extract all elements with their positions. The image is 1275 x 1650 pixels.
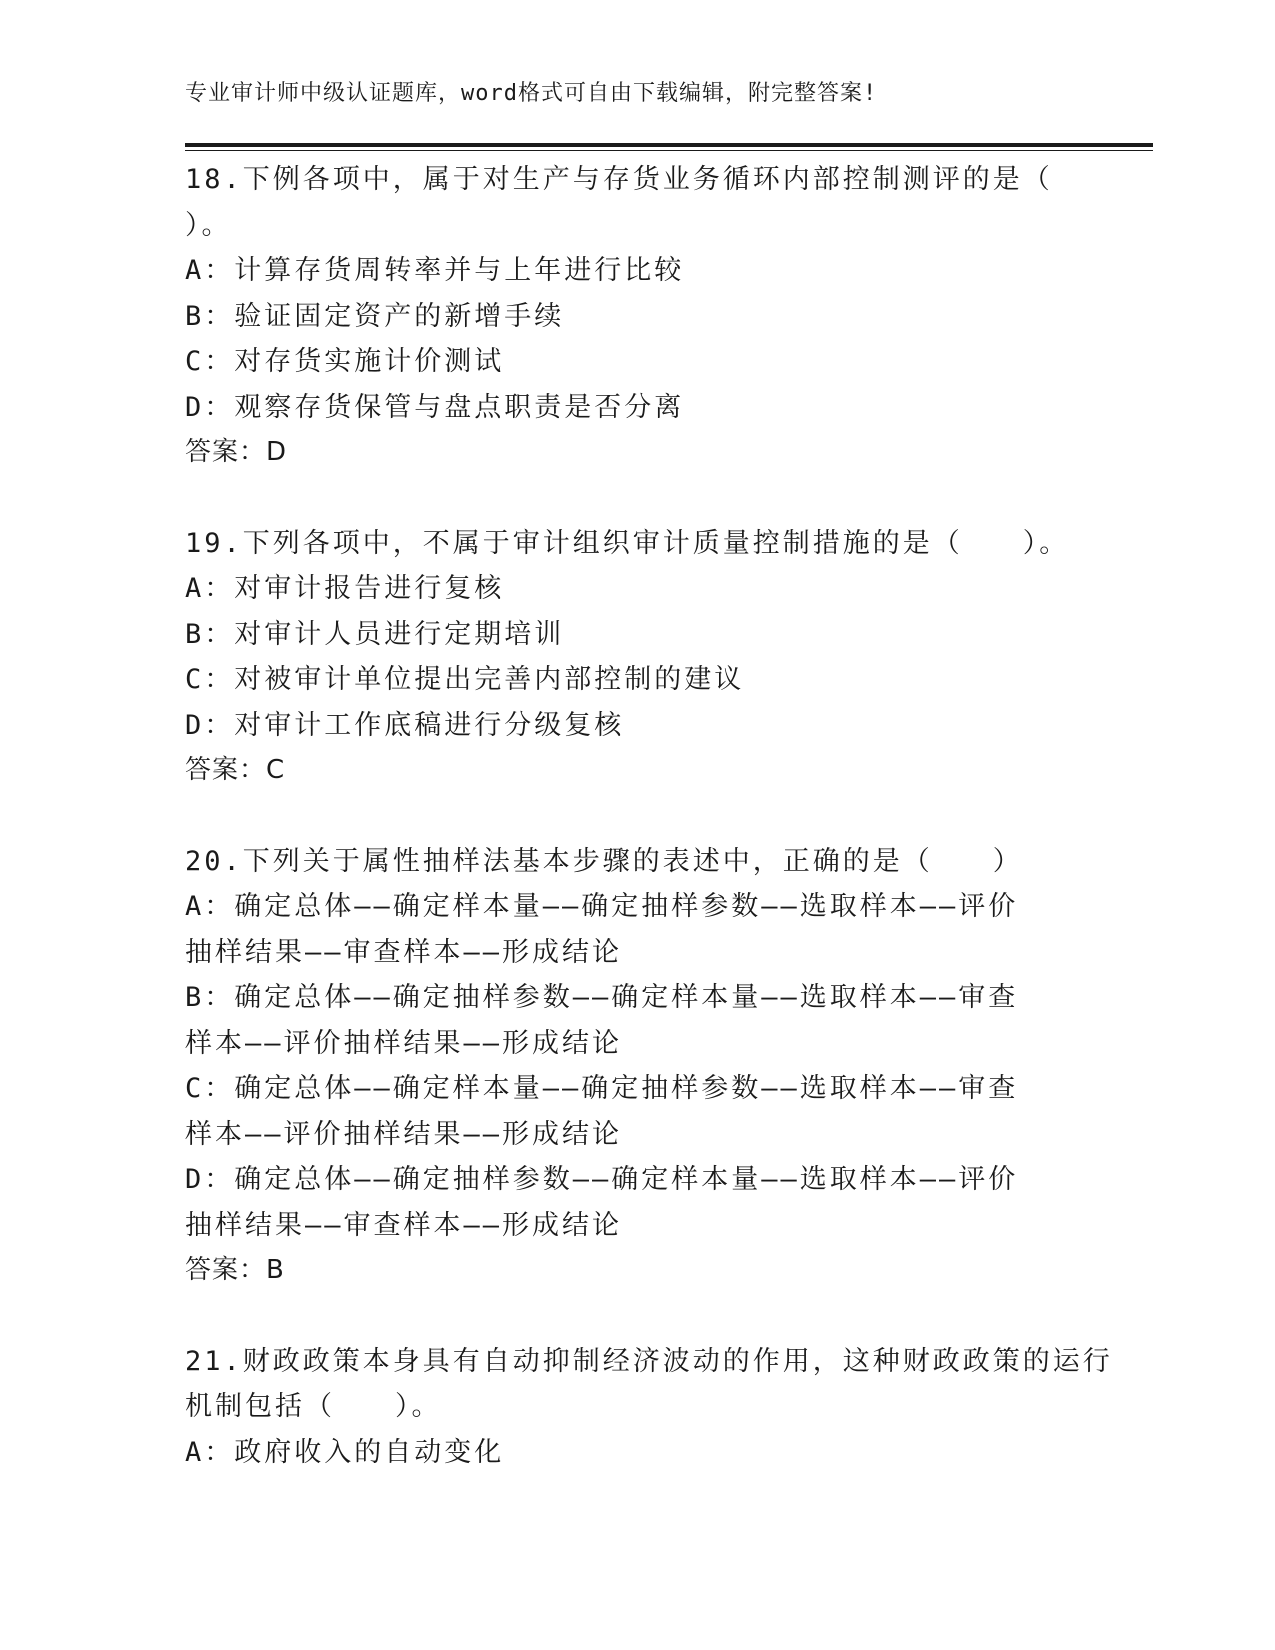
question-stem-line: 18.下例各项中，属于对生产与存货业务循环内部控制测评的是（ <box>185 164 1053 195</box>
question-spacer <box>185 794 1085 839</box>
option-c: C：对被审计单位提出完善内部控制的建议 <box>185 664 745 695</box>
question-stem-line: 20.下列关于属性抽样法基本步骤的表述中，正确的是（ ） <box>185 845 1023 877</box>
header-rule-thin <box>185 150 1153 151</box>
option-a-continued: 抽样结果——审查样本——形成结论 <box>185 936 623 968</box>
option-d: D：观察存货保管与盘点职责是否分离 <box>185 391 685 423</box>
option-a: A：政府收入的自动变化 <box>185 1436 505 1468</box>
question-stem-line: ）。 <box>185 209 232 241</box>
header-rule-thick <box>185 143 1153 147</box>
option-a: A：对审计报告进行复核 <box>185 573 505 604</box>
question-stem-line: 机制包括（ ）。 <box>185 1391 442 1422</box>
option-c-continued: 样本——评价抽样结果——形成结论 <box>185 1118 623 1150</box>
option-a: A：计算存货周转率并与上年进行比较 <box>185 255 685 286</box>
answer: 答案：B <box>185 1255 285 1285</box>
option-d-continued: 抽样结果——审查样本——形成结论 <box>185 1209 623 1241</box>
page-header: 专业审计师中级认证题库，word格式可自由下载编辑，附完整答案! <box>185 81 878 106</box>
question-18 <box>185 157 1085 476</box>
question-list <box>185 157 1113 1475</box>
question-19 <box>185 521 1085 794</box>
option-b: B：验证固定资产的新增手续 <box>185 300 565 332</box>
option-b-continued: 样本——评价抽样结果——形成结论 <box>185 1027 623 1059</box>
question-spacer <box>185 476 1085 521</box>
option-a: A：确定总体——确定样本量——确定抽样参数——选取样本——评价 <box>185 891 1019 922</box>
question-20 <box>185 839 1085 1294</box>
answer: 答案：D <box>185 437 288 467</box>
answer: 答案：C <box>185 755 286 785</box>
option-b: B：确定总体——确定抽样参数——确定样本量——选取样本——审查 <box>185 982 1019 1013</box>
option-d: D：确定总体——确定抽样参数——确定样本量——选取样本——评价 <box>185 1164 1019 1195</box>
question-stem-line: 19.下列各项中，不属于审计组织审计质量控制措施的是（ ）。 <box>185 527 1070 559</box>
option-d: D：对审计工作底稿进行分级复核 <box>185 709 625 741</box>
option-c: C：对存货实施计价测试 <box>185 346 505 377</box>
option-c: C：确定总体——确定样本量——确定抽样参数——选取样本——审查 <box>185 1073 1019 1104</box>
question-spacer <box>185 1294 1085 1339</box>
option-b: B：对审计人员进行定期培训 <box>185 618 565 650</box>
question-stem-line: 21.财政政策本身具有自动抑制经济波动的作用，这种财政政策的运行 <box>185 1345 1113 1377</box>
question-21 <box>185 1339 1113 1476</box>
